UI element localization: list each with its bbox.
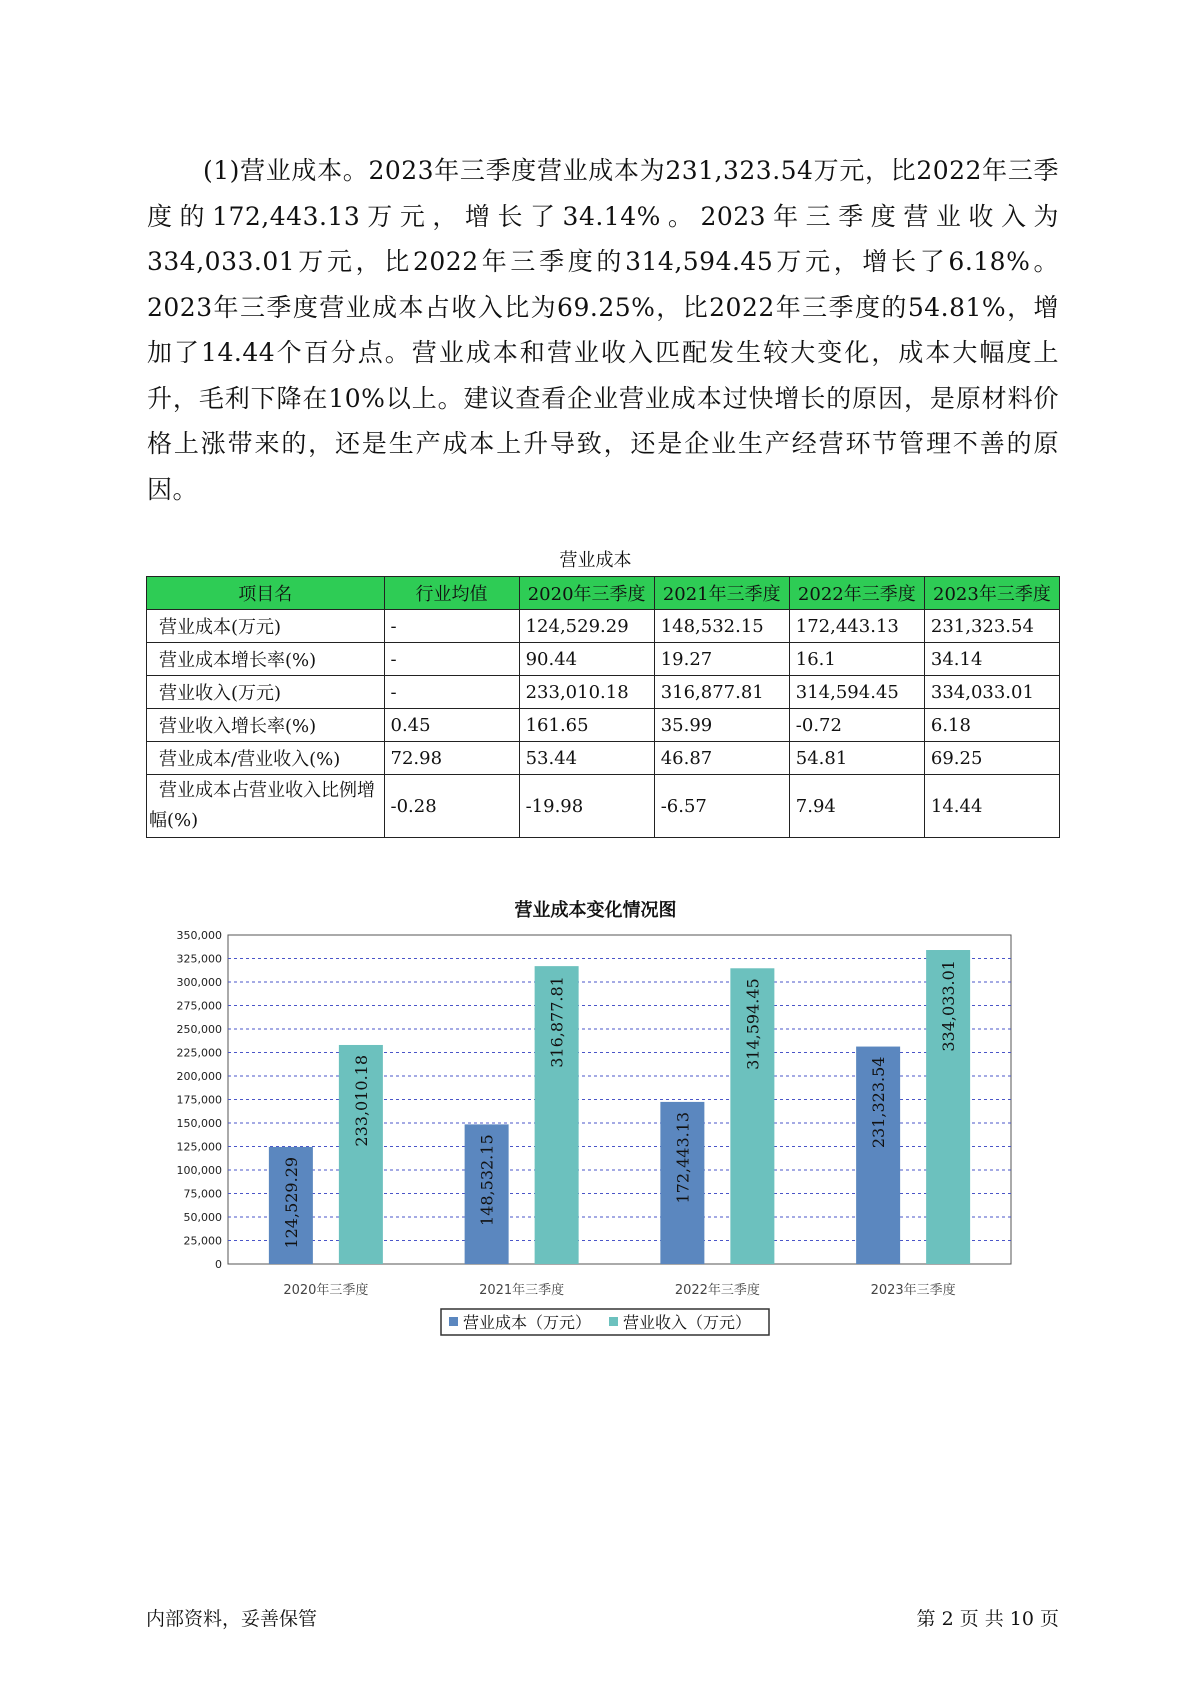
table-cell: - <box>384 676 519 709</box>
table-cell: 营业成本(万元) <box>147 610 385 643</box>
y-tick-label: 150,000 <box>176 1117 222 1130</box>
table-cell: - <box>384 643 519 676</box>
table-cell: 53.44 <box>519 742 654 775</box>
y-tick-label: 175,000 <box>176 1093 222 1107</box>
x-tick-label: 2020年三季度 <box>283 1283 369 1298</box>
x-tick-label: 2023年三季度 <box>870 1283 956 1298</box>
data-label: 148,532.15 <box>477 1134 497 1226</box>
table-cell: 营业成本占营业收入比例增幅(%) <box>147 775 385 838</box>
table-cell: 7.94 <box>789 775 924 838</box>
y-tick-label: 100,000 <box>176 1164 222 1177</box>
header-cell: 2021年三季度 <box>654 577 789 610</box>
y-tick-label: 200,000 <box>176 1070 222 1083</box>
x-tick-label: 2022年三季度 <box>674 1283 760 1298</box>
y-tick-label: 275,000 <box>176 999 222 1013</box>
y-tick-label: 125,000 <box>176 1140 222 1154</box>
y-tick-label: 75,000 <box>183 1187 222 1201</box>
table-cell: 69.25 <box>924 742 1059 775</box>
table-cell: 90.44 <box>519 643 654 676</box>
table-cell: 35.99 <box>654 709 789 742</box>
table-cell: 124,529.29 <box>519 610 654 643</box>
data-label: 334,033.01 <box>939 960 959 1052</box>
table-cell: 营业成本增长率(%) <box>147 643 385 676</box>
y-tick-label: 250,000 <box>176 1023 222 1036</box>
header-cell: 项目名 <box>147 577 385 610</box>
table-cell: 233,010.18 <box>519 676 654 709</box>
analysis-paragraph: (1)营业成本。2023年三季度营业成本为231,323.54万元，比2022年三季度的172,443.13万元，增长了34.14%。2023年三季度营业收入为334,033.01万元，比2022年三季度的314,594.45万元，增长了6.18%。2023年三季度营业成本占收入比为69.25%，比2022年三季度的54.81%，增加了14.44个百分点。营业成本和营业收入匹配发生较大变化，成本大幅度上升，毛利下降在10%以上。建议查看企业营业成本过快增长的原因，是原材料价格上涨带来的，还是生产成本上升导致，还是企业生产经营环节管理不善的原因。 <box>147 156 1059 504</box>
table-cell: 34.14 <box>924 643 1059 676</box>
table-cell: 19.27 <box>654 643 789 676</box>
data-label: 314,594.45 <box>743 978 763 1070</box>
y-tick-label: 350,000 <box>176 929 222 942</box>
table-cell: - <box>384 610 519 643</box>
table-cell: 14.44 <box>924 775 1059 838</box>
table-cell: 334,033.01 <box>924 676 1059 709</box>
data-label: 316,877.81 <box>547 976 567 1068</box>
table-cell: 营业收入增长率(%) <box>147 709 385 742</box>
x-tick-label: 2021年三季度 <box>479 1283 565 1298</box>
table-cell: 营业成本/营业收入(%) <box>147 742 385 775</box>
legend-label: 营业收入（万元） <box>623 1313 752 1332</box>
table-cell: 16.1 <box>789 643 924 676</box>
table-cell: 72.98 <box>384 742 519 775</box>
table-cell: 54.81 <box>789 742 924 775</box>
y-tick-label: 0 <box>215 1258 222 1271</box>
y-tick-label: 325,000 <box>176 952 222 966</box>
table-cell: 148,532.15 <box>654 610 789 643</box>
table-cell: -6.57 <box>654 775 789 838</box>
y-tick-label: 225,000 <box>176 1046 222 1060</box>
table-cell: 46.87 <box>654 742 789 775</box>
footer-note: 内部资料，妥善保管 <box>146 1608 318 1630</box>
table-cell: 172,443.13 <box>789 610 924 643</box>
data-label: 124,529.29 <box>281 1156 301 1249</box>
header-cell: 行业均值 <box>384 577 519 610</box>
table-cell: 0.45 <box>384 709 519 742</box>
table-caption: 营业成本 <box>559 550 632 571</box>
table-cell: -0.28 <box>384 775 519 838</box>
table-cell: 6.18 <box>924 709 1059 742</box>
data-label: 172,443.13 <box>673 1111 693 1204</box>
table-cell: 314,594.45 <box>789 676 924 709</box>
table-cell: 营业收入(万元) <box>147 676 385 709</box>
table-cell: -19.98 <box>519 775 654 838</box>
y-tick-label: 50,000 <box>183 1211 222 1224</box>
legend-label: 营业成本（万元） <box>463 1313 592 1332</box>
table-cell: 231,323.54 <box>924 610 1059 643</box>
header-cell: 2023年三季度 <box>924 577 1059 610</box>
header-cell: 2020年三季度 <box>519 577 654 610</box>
chart-title: 营业成本变化情况图 <box>514 900 677 921</box>
legend-swatch <box>449 1317 458 1326</box>
y-tick-label: 25,000 <box>183 1234 222 1248</box>
data-label: 231,323.54 <box>869 1056 889 1149</box>
y-tick-label: 300,000 <box>176 976 222 989</box>
table-cell: 161.65 <box>519 709 654 742</box>
legend-swatch <box>609 1317 618 1326</box>
header-cell: 2022年三季度 <box>789 577 924 610</box>
page-number: 第 2 页 共 10 页 <box>916 1608 1059 1630</box>
table-cell: -0.72 <box>789 709 924 742</box>
table-cell: 316,877.81 <box>654 676 789 709</box>
data-label: 233,010.18 <box>351 1054 371 1147</box>
